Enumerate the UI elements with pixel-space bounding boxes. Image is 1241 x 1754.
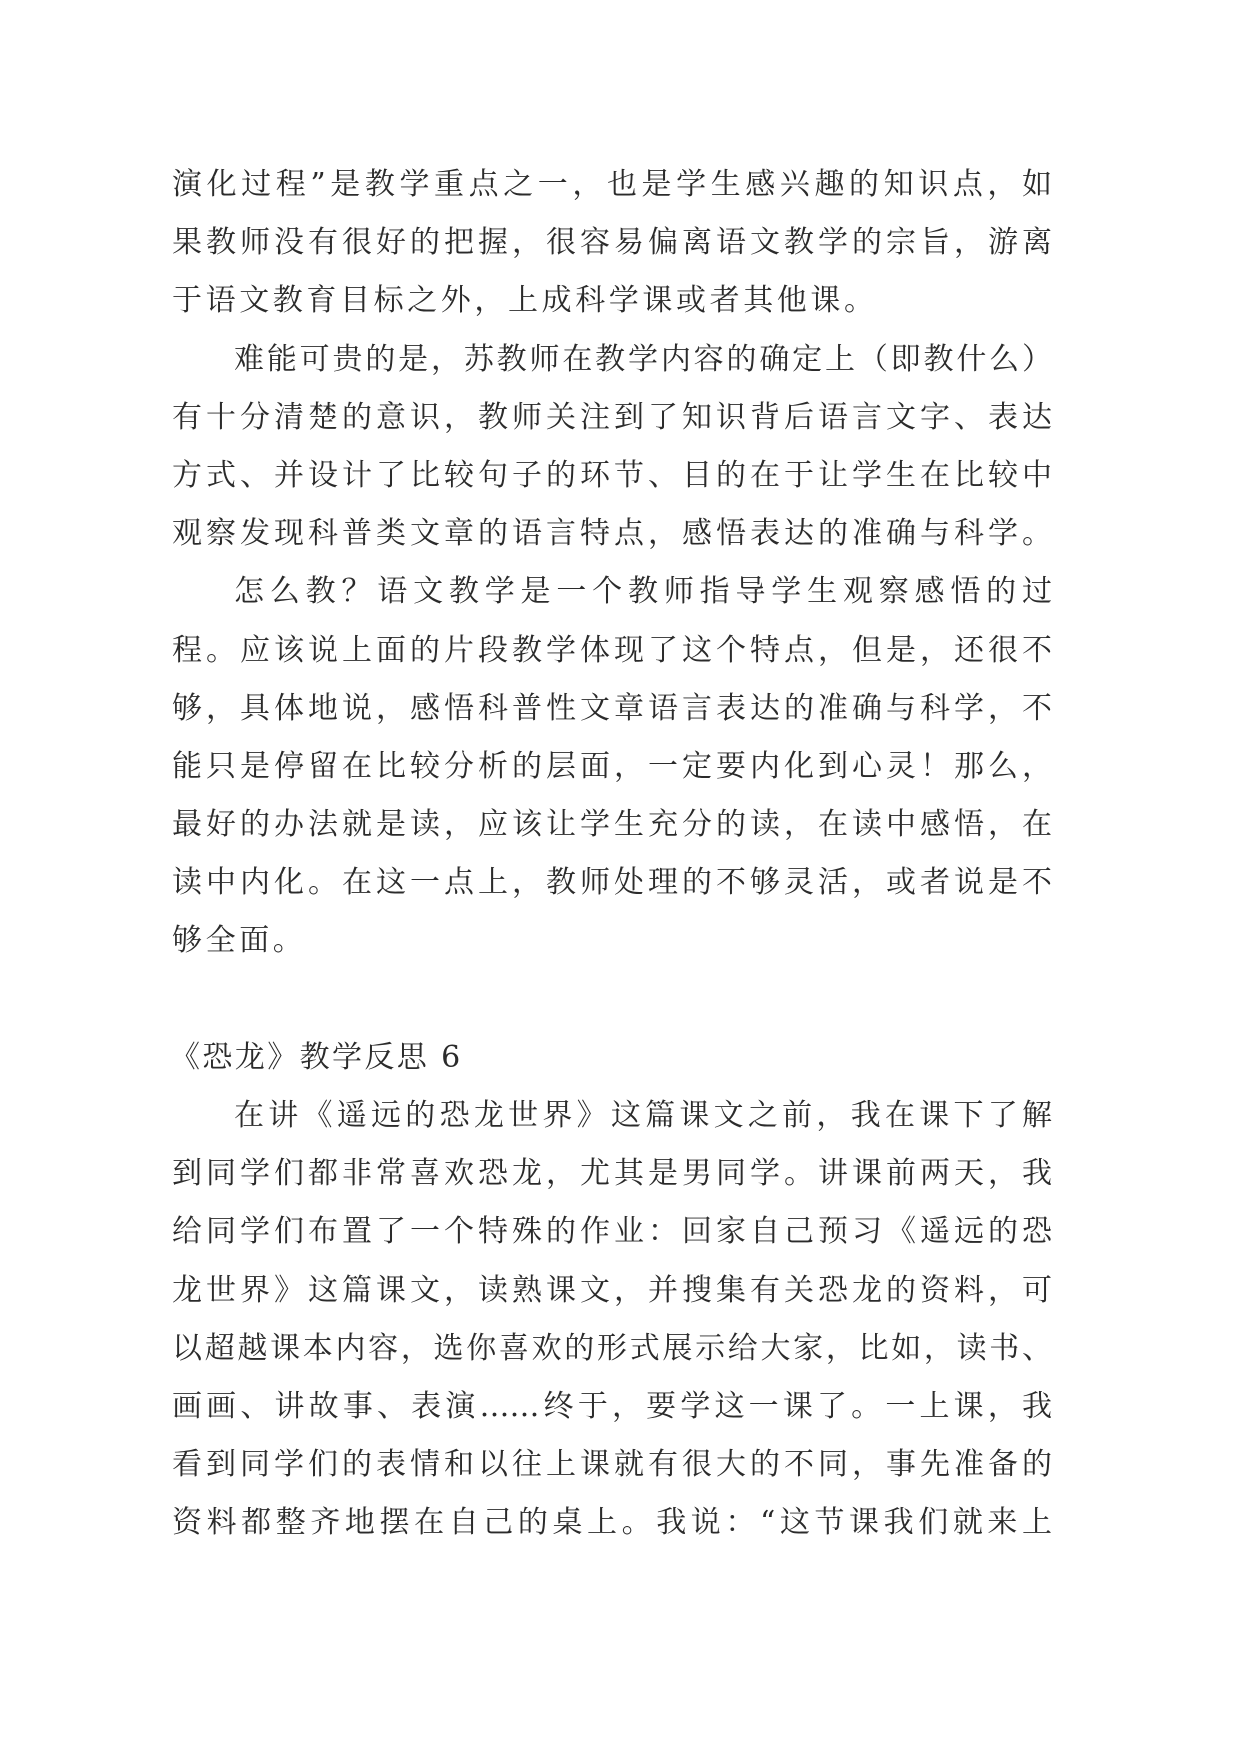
text-line: 龙世界》这篇课文，读熟课文，并搜集有关恐龙的资料，可 bbox=[172, 1272, 1052, 1308]
text-line: 演化过程”是教学重点之一，也是学生感兴趣的知识点，如 bbox=[172, 167, 1052, 202]
text-line: 以超越课本内容，选你喜欢的形式展示给大家，比如，读书、 bbox=[172, 1330, 1052, 1366]
text-line: 给同学们布置了一个特殊的作业：回家自己预习《遥远的恐 bbox=[172, 1214, 1052, 1250]
text-line: 怎么教？语文教学是一个教师指导学生观察感悟的过 bbox=[234, 574, 1052, 610]
paragraph bbox=[172, 563, 1052, 970]
text-line: 到同学们都非常喜欢恐龙，尤其是男同学。讲课前两天，我 bbox=[172, 1156, 1052, 1192]
text-line: 画画、讲故事、表演……终于，要学这一课了。一上课，我 bbox=[172, 1388, 1052, 1424]
text-line: 方式、并设计了比较句子的环节、目的在于让学生在比较中 bbox=[172, 457, 1052, 493]
text-line: 于语文教育目标之外，上成科学课或者其他课。 bbox=[172, 283, 878, 319]
text-line: 有十分清楚的意识，教师关注到了知识背后语言文字、表达 bbox=[172, 399, 1052, 435]
text-line: 最好的办法就是读，应该让学生充分的读，在读中感悟，在 bbox=[172, 807, 1052, 843]
text-line: 看到同学们的表情和以往上课就有很大的不同，事先准备的 bbox=[172, 1447, 1052, 1483]
blank-line bbox=[172, 971, 1052, 1029]
text-line: 果教师没有很好的把握，很容易偏离语文教学的宗旨，游离 bbox=[172, 225, 1052, 261]
paragraph bbox=[172, 331, 1052, 564]
text-line: 能只是停留在比较分析的层面，一定要内化到心灵！那么， bbox=[172, 748, 1052, 784]
text-line: 够，具体地说，感悟科普性文章语言表达的准确与科学，不 bbox=[172, 690, 1052, 726]
text-line: 够全面。 bbox=[172, 923, 307, 959]
section-heading: 《恐龙》教学反思 6 bbox=[170, 1039, 463, 1075]
text-line: 资料都整齐地摆在自己的桌上。我说：“这节课我们就来上 bbox=[172, 1505, 1052, 1541]
text-line: 在讲《遥远的恐龙世界》这篇课文之前，我在课下了解 bbox=[234, 1098, 1052, 1133]
paragraph bbox=[172, 1087, 1052, 1553]
text-line: 程。应该说上面的片段教学体现了这个特点，但是，还很不 bbox=[172, 632, 1052, 668]
text-line: 难能可贵的是，苏教师在教学内容的确定上（即教什么） bbox=[234, 341, 1052, 377]
document-page bbox=[172, 156, 1052, 1553]
text-line: 读中内化。在这一点上，教师处理的不够灵活，或者说是不 bbox=[172, 865, 1052, 901]
text-line: 观察发现科普类文章的语言特点，感悟表达的准确与科学。 bbox=[172, 516, 1052, 552]
paragraph bbox=[172, 156, 1052, 331]
